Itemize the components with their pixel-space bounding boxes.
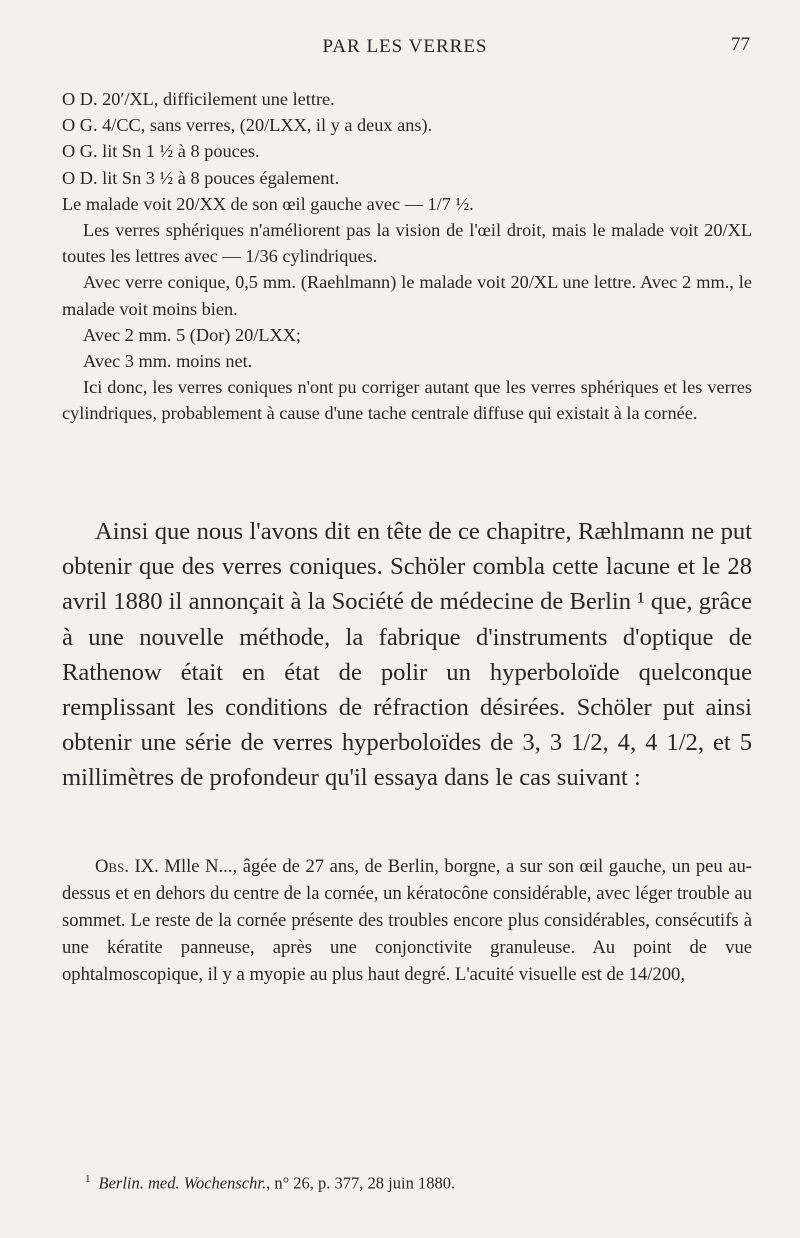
case-line: Avec 2 mm. 5 (Dor) 20/LXX; <box>83 324 301 345</box>
case-line: O G. lit Sn 1 ½ à 8 pouces. <box>62 141 260 162</box>
case-notes <box>62 86 752 427</box>
case-line: Le malade voit 20/XX de son œil gauche avec — 1/7 ½. <box>62 193 474 214</box>
footnote <box>85 1168 745 1195</box>
main-paragraph: Ainsi que nous l'avons dit en tête de ce chapitre, Ræhlmann ne put obtenir que des verres coniques. Schöler combla cette lacune et le 28 avril 1880 il annonçait à la Société de médecine de Berlin ¹ que, grâce à une nouvelle méthode, la fabrique d'instruments d'optique de Rathenow était en état de polir un hyperboloïde quelconque remplissant les conditions de réfraction désirées. Schöler put ainsi obtenir une série de verres hyperboloïdes de 3, 3 1/2, 4, 4 1/2, et 5 millimètres de profondeur qu'il essaya dans le cas suivant : <box>62 518 752 792</box>
observation-block <box>62 853 752 988</box>
running-head: PAR LES VERRES <box>322 36 488 57</box>
case-line: O D. 20′/XL, difficilement une lettre. <box>62 89 335 109</box>
footnote-details: , n° 26, p. 377, 28 juin 1880. <box>266 1173 456 1193</box>
case-line: Avec 3 mm. moins net. <box>83 351 253 372</box>
footnote-source: Berlin. med. Wochenschr. <box>98 1173 267 1193</box>
observation-label: Obs. IX. <box>95 856 159 877</box>
case-line: Avec verre conique, 0,5 mm. (Raehlmann) le malade voit 20/XL une lettre. Avec 2 mm., le malade voit moins bien. <box>62 272 752 319</box>
case-line: O D. lit Sn 3 ½ à 8 pouces également. <box>62 167 340 188</box>
case-line: Les verres sphériques n'améliorent pas la vision de l'œil droit, mais le malade voit 20/XL toutes les lettres avec — 1/36 cylindriques. <box>62 220 752 267</box>
main-paragraph-block <box>62 514 752 796</box>
page-number: 77 <box>731 34 750 55</box>
page-header <box>60 34 750 64</box>
observation-text: Mlle N..., âgée de 27 ans, de Berlin, borgne, a sur son œil gauche, un peu au-dessus et en dehors du centre de la cornée, un kératocône considérable, avec léger trouble au sommet. Le reste de la cornée présente des troubles encore plus considérables, consécutifs à une kératite panneuse, après une conjonctivite granuleuse. Au point de vue ophtalmoscopique, il y a myopie au plus haut degré. L'acuité visuelle est de 14/200, <box>62 856 752 986</box>
observation-paragraph <box>62 853 752 988</box>
case-line: O G. 4/CC, sans verres, (20/LXX, il y a deux ans). <box>62 115 433 136</box>
case-line: Ici donc, les verres coniques n'ont pu corriger autant que les verres sphériques et les verres cylindriques, probablement à cause d'une tache centrale diffuse qui existait à la cornée. <box>62 377 752 424</box>
footnote-mark: 1 <box>85 1173 91 1185</box>
